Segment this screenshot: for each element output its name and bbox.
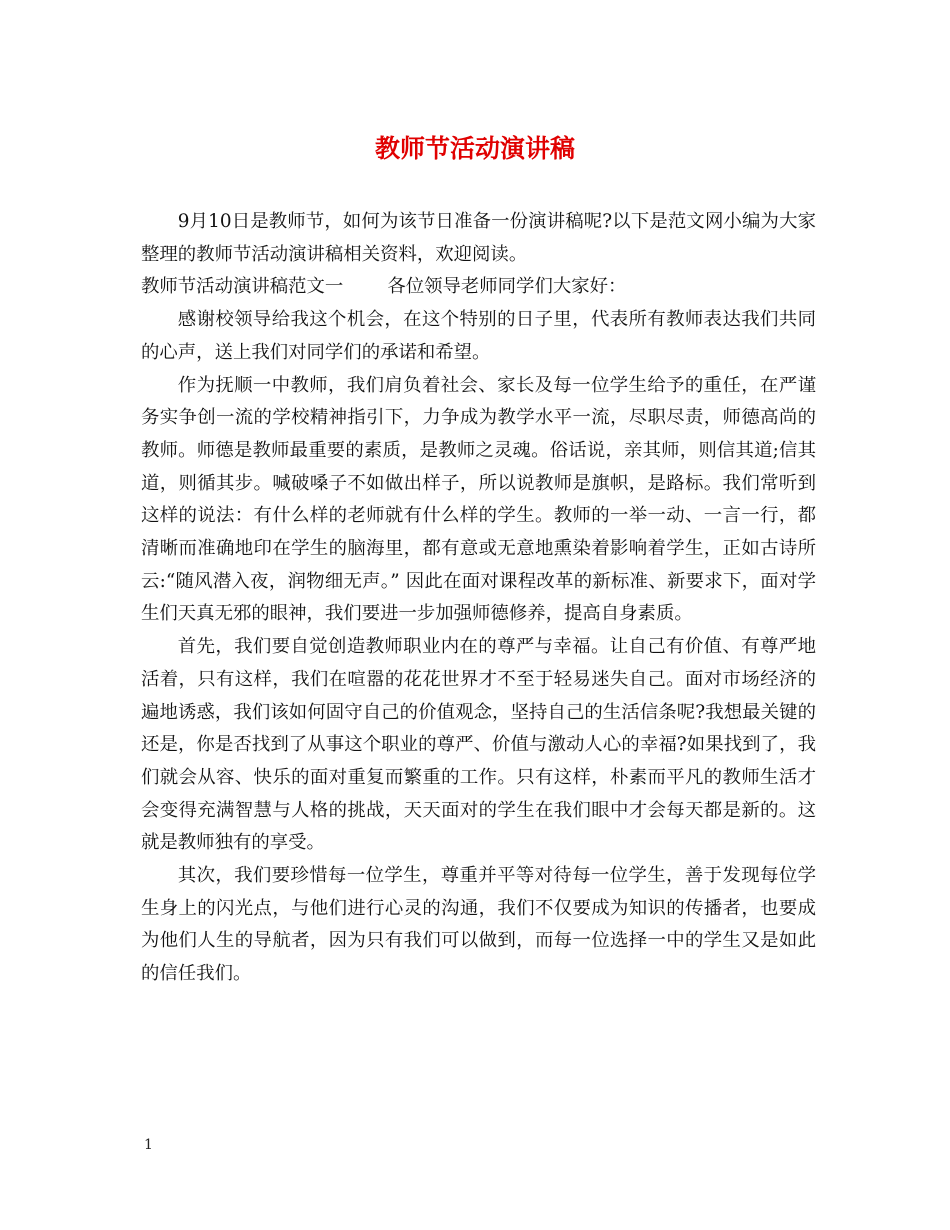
section-heading: 教师节活动演讲稿范文一 [141, 276, 344, 298]
body-paragraph: 作为抚顺一中教师，我们肩负着社会、家长及每一位学生给予的重任，在严谨务实争创一流的学校精神指引下，力争成为教学水平一流，尽职尽责，师德高尚的教师。师德是教师最重要的素质，是教师之灵魂。俗话说，亲其师，则信其道;信其道，则循其步。喊破嗓子不如做出样子，所以说教师是旗帜，是路标。我们常听到这样的说法：有什么样的老师就有什么样的学生。教师的一举一动、一言一行，都清晰而准确地印在学生的脑海里，都有意或无意地熏染着影响着学生，正如古诗所云:“随风潜入夜，润物细无声。” 因此在面对课程改革的新标准、新要求下，面对学生们天真无邪的眼神，我们要进一步加强师德修养，提高自身素质。 [141, 374, 816, 625]
body-paragraph: 首先，我们要自觉创造教师职业内在的尊严与幸福。让自己有价值、有尊严地活着，只有这样，我们在喧嚣的花花世界才不至于轻易迷失自己。面对市场经济的遍地诱惑，我们该如何固守自己的价值观念，坚持自己的生活信条呢?我想最关键的还是，你是否找到了从事这个职业的尊严、价值与激动人心的幸福?如果找到了，我们就会从容、快乐的面对重复而繁重的工作。只有这样，朴素而平凡的教师生活才会变得充满智慧与人格的挑战，天天面对的学生在我们眼中才会每天都是新的。这就是教师独有的享受。 [141, 636, 816, 854]
page-number: 1 [144, 1137, 153, 1153]
greeting: 各位领导老师同学们大家好： [387, 276, 627, 298]
intro-paragraph: 9月10日是教师节，如何为该节日准备一份演讲稿呢?以下是范文网小编为大家整理的教师节活动演讲稿相关资料，欢迎阅读。 [141, 211, 816, 265]
document-title: 教师节活动演讲稿 [374, 134, 575, 163]
document-body [141, 206, 816, 991]
section-heading-line [141, 271, 816, 304]
body-paragraph: 感谢校领导给我这个机会，在这个特别的日子里，代表所有教师表达我们共同的心声，送上我们对同学们的承诺和希望。 [141, 309, 816, 363]
body-paragraph: 其次，我们要珍惜每一位学生，尊重并平等对待每一位学生，善于发现每位学生身上的闪光点，与他们进行心灵的沟通，我们不仅要成为知识的传播者，也要成为他们人生的导航者，因为只有我们可以做到，而每一位选择一中的学生又是如此的信任我们。 [141, 865, 816, 985]
